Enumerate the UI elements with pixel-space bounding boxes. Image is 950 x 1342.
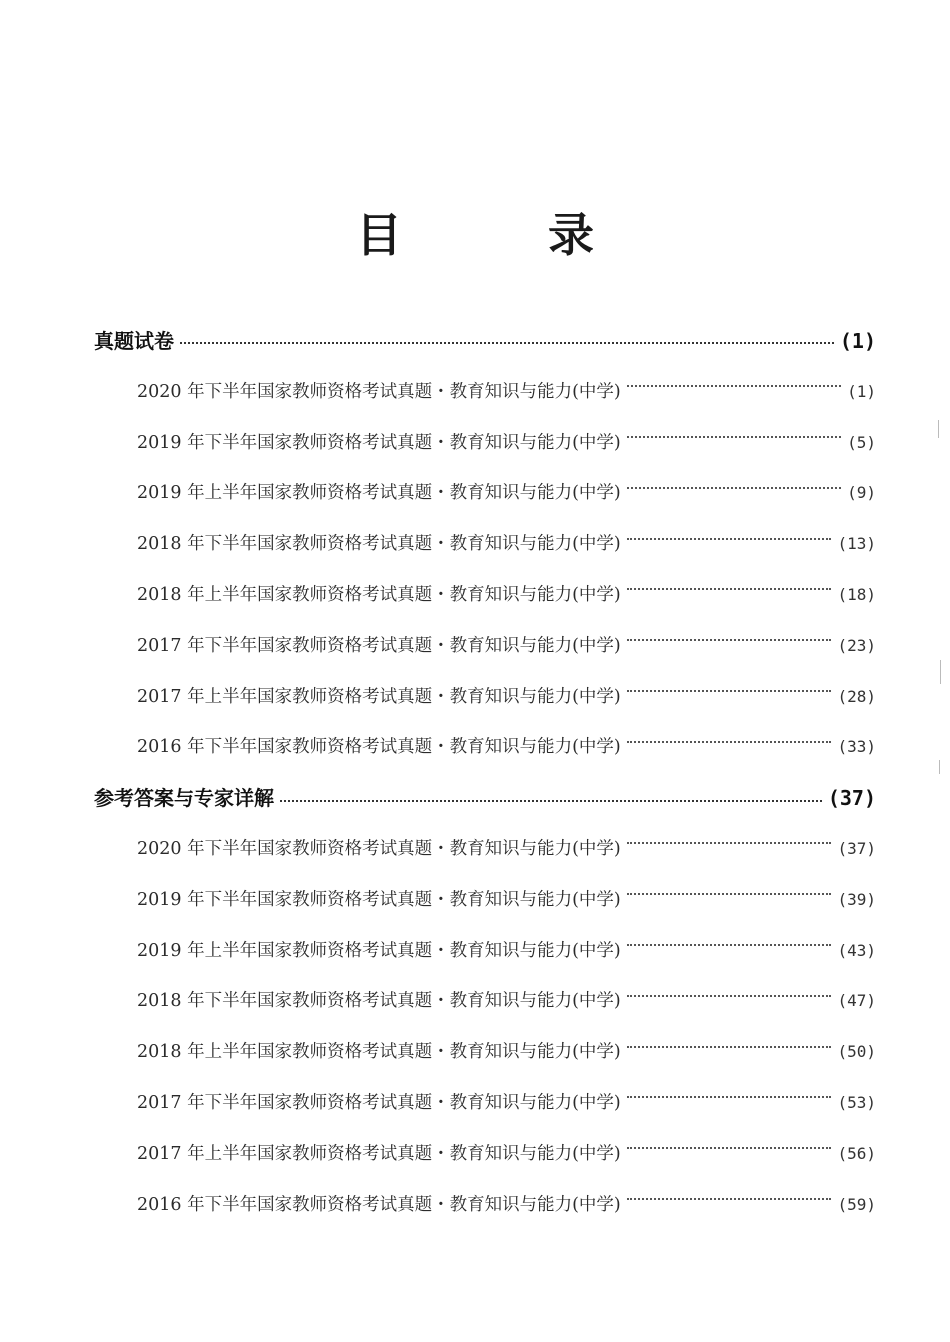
toc-entry[interactable] xyxy=(137,1078,876,1129)
section-label: 真题试卷 xyxy=(94,329,174,353)
page-title: 目 录 xyxy=(356,208,644,262)
dot-leader xyxy=(627,690,832,692)
dot-leader xyxy=(627,944,832,946)
dot-leader xyxy=(627,995,832,997)
toc-entry[interactable] xyxy=(137,1027,876,1078)
dot-leader xyxy=(180,342,834,344)
entry-label: 2017 年下半年国家教师资格考试真题・教育知识与能力(中学) xyxy=(137,635,621,656)
entry-page-number: (1) xyxy=(847,381,876,401)
entry-label: 2018 年上半年国家教师资格考试真题・教育知识与能力(中学) xyxy=(137,1042,621,1063)
toc-entry[interactable] xyxy=(137,672,876,723)
dot-leader xyxy=(627,538,832,540)
dot-leader xyxy=(627,436,841,438)
dot-leader xyxy=(627,1147,832,1149)
entry-label: 2017 年上半年国家教师资格考试真题・教育知识与能力(中学) xyxy=(137,1143,621,1164)
entry-label: 2018 年下半年国家教师资格考试真题・教育知识与能力(中学) xyxy=(137,534,621,555)
entry-label: 2016 年下半年国家教师资格考试真题・教育知识与能力(中学) xyxy=(137,737,621,758)
toc-entry[interactable] xyxy=(137,926,876,977)
entry-label: 2018 年上半年国家教师资格考试真题・教育知识与能力(中学) xyxy=(137,584,621,605)
entry-label: 2018 年下半年国家教师资格考试真题・教育知识与能力(中学) xyxy=(137,991,621,1012)
entry-label: 2016 年下半年国家教师资格考试真题・教育知识与能力(中学) xyxy=(137,1194,621,1215)
section-page-number: (37) xyxy=(827,786,876,811)
section-page-number: (1) xyxy=(839,329,876,353)
toc-entry[interactable] xyxy=(137,621,876,672)
entry-label: 2020 年下半年国家教师资格考试真题・教育知识与能力(中学) xyxy=(137,838,621,859)
toc-entry[interactable] xyxy=(137,519,876,570)
entry-label: 2019 年下半年国家教师资格考试真题・教育知识与能力(中学) xyxy=(137,889,621,910)
toc-entry[interactable] xyxy=(137,468,876,519)
entry-page-number: (13) xyxy=(837,534,876,554)
entry-page-number: (28) xyxy=(837,686,876,706)
dot-leader xyxy=(627,1046,832,1048)
section-label: 参考答案与专家详解 xyxy=(94,786,274,811)
dot-leader xyxy=(627,741,832,743)
toc-entry[interactable] xyxy=(137,722,876,773)
entry-label: 2017 年下半年国家教师资格考试真题・教育知识与能力(中学) xyxy=(137,1092,621,1113)
dot-leader xyxy=(627,588,832,590)
dot-leader xyxy=(627,842,832,844)
dot-leader xyxy=(280,800,822,802)
dot-leader xyxy=(627,893,832,895)
scan-mark xyxy=(940,660,941,684)
table-of-contents xyxy=(0,316,950,1230)
entry-page-number: (56) xyxy=(837,1143,876,1163)
entry-page-number: (37) xyxy=(837,838,876,858)
scan-mark xyxy=(939,760,940,774)
entry-page-number: (18) xyxy=(837,584,876,604)
toc-entry[interactable] xyxy=(137,367,876,418)
dot-leader xyxy=(627,385,841,387)
entry-page-number: (53) xyxy=(837,1092,876,1112)
toc-entry[interactable] xyxy=(137,418,876,469)
dot-leader xyxy=(627,1198,832,1200)
dot-leader xyxy=(627,1096,832,1098)
toc-section-answers[interactable] xyxy=(94,773,876,824)
entry-label: 2019 年下半年国家教师资格考试真题・教育知识与能力(中学) xyxy=(137,432,621,453)
entry-label: 2017 年上半年国家教师资格考试真题・教育知识与能力(中学) xyxy=(137,686,621,707)
entry-page-number: (39) xyxy=(837,889,876,909)
toc-entry[interactable] xyxy=(137,875,876,926)
toc-entry[interactable] xyxy=(137,1180,876,1231)
toc-entry[interactable] xyxy=(137,976,876,1027)
entry-page-number: (43) xyxy=(837,940,876,960)
entry-page-number: (5) xyxy=(847,432,876,452)
dot-leader xyxy=(627,487,841,489)
entry-label: 2019 年上半年国家教师资格考试真题・教育知识与能力(中学) xyxy=(137,483,621,504)
entry-label: 2019 年上半年国家教师资格考试真题・教育知识与能力(中学) xyxy=(137,940,621,961)
entry-page-number: (50) xyxy=(837,1042,876,1062)
toc-entry[interactable] xyxy=(137,824,876,875)
entry-page-number: (9) xyxy=(847,483,876,503)
entry-label: 2020 年下半年国家教师资格考试真题・教育知识与能力(中学) xyxy=(137,381,621,402)
toc-entry[interactable] xyxy=(137,1129,876,1180)
toc-section-exam-papers[interactable] xyxy=(94,316,876,367)
entry-page-number: (23) xyxy=(837,635,876,655)
scan-mark xyxy=(938,420,939,438)
entry-page-number: (59) xyxy=(837,1194,876,1214)
entry-page-number: (47) xyxy=(837,991,876,1011)
toc-entry[interactable] xyxy=(137,570,876,621)
entry-page-number: (33) xyxy=(837,737,876,757)
dot-leader xyxy=(627,639,832,641)
